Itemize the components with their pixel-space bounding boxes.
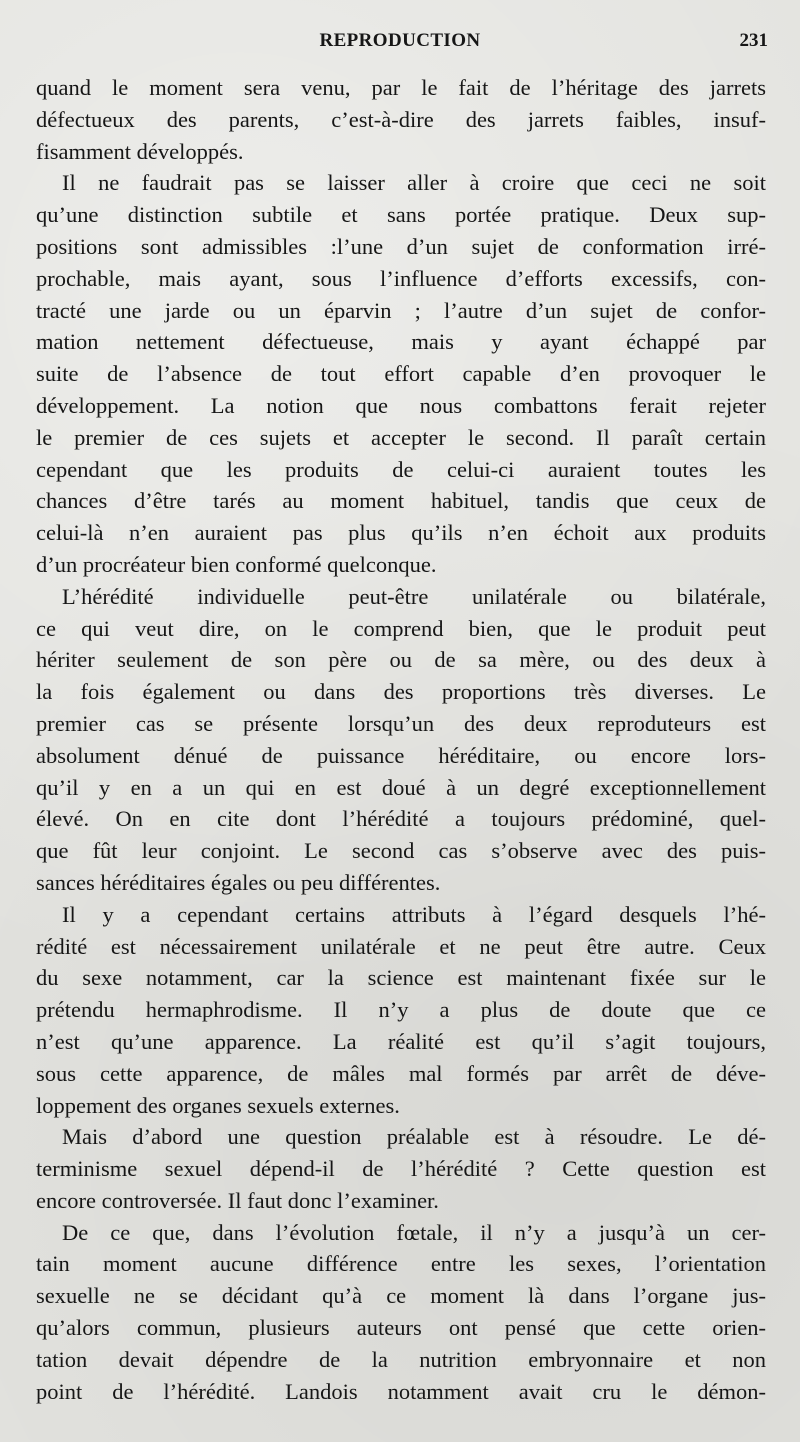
text-line [36,581,766,613]
text-line [36,72,766,104]
text-line [36,994,766,1026]
text-line-content: Mais d’abord une question préalable est à résoudre. Le dé- [62,1124,766,1150]
text-line-content: sances héréditaires égales ou peu différentes. [36,869,441,895]
text-line [36,1312,766,1344]
text-line-content: ce qui veut dire, on le comprend bien, que le produit peut [36,615,766,641]
text-line [36,931,766,963]
text-line [36,1185,766,1217]
text-line [36,1248,766,1280]
text-line-content: fisamment développés. [36,138,244,164]
text-line [36,708,766,740]
text-line [36,390,766,422]
text-line [36,549,766,581]
text-line-content: Il y a cependant certains attributs à l’égard desquels l’hé- [62,901,766,927]
text-line-content: De ce que, dans l’évolution fœtale, il n’y a jusqu’à un cer- [62,1219,766,1245]
text-line [36,1153,766,1185]
text-line [36,358,766,390]
text-line [36,1280,766,1312]
text-line-content: positions sont admissibles :l’une d’un sujet de conformation irré- [36,233,766,259]
text-line-content: quand le moment sera venu, par le fait de l’héritage des jarrets [36,75,766,100]
text-line-content: que fût leur conjoint. Le second cas s’observe avec des puis- [36,838,766,864]
text-line-content: qu’il y en a un qui en est doué à un degré exceptionnellement [36,774,766,800]
text-line [36,167,766,199]
text-line [36,199,766,231]
text-line [36,835,766,867]
page-number: 231 [739,30,768,51]
text-line-content: loppement des organes sexuels externes. [36,1092,400,1118]
text-line [36,644,766,676]
text-line-content: le premier de ces sujets et accepter le second. Il paraît certain [36,424,766,450]
text-line [36,485,766,517]
text-line-content: chances d’être tarés au moment habituel, tandis que ceux de [36,488,766,514]
body-text [36,72,766,1407]
text-line [36,1090,766,1122]
text-line [36,1026,766,1058]
text-line-content: absolument dénué de puissance héréditaire, ou encore lors- [36,742,766,768]
text-line [36,454,766,486]
text-line-content: sous cette apparence, de mâles mal formés par arrêt de déve- [36,1060,766,1086]
text-line-content: qu’alors commun, plusieurs auteurs ont pensé que cette orien- [36,1315,766,1341]
text-line-content: mation nettement défectueuse, mais y ayant échappé par [36,329,766,355]
text-line-content: tain moment aucune différence entre les sexes, l’orientation [36,1251,766,1277]
text-line [36,1344,766,1376]
text-line [36,263,766,295]
text-line-content: Il ne faudrait pas se laisser aller à croire que ceci ne soit [62,170,766,196]
text-line-content: terminisme sexuel dépend-il de l’hérédité ? Cette question est [36,1156,766,1182]
text-line-content: prochable, mais ayant, sous l’influence d’efforts excessifs, con- [36,265,766,291]
text-line-content: qu’une distinction subtile et sans portée pratique. Deux sup- [36,202,766,228]
text-line [36,295,766,327]
text-line [36,326,766,358]
text-line-content: prétendu hermaphrodisme. Il n’y a plus de doute que ce [36,997,766,1023]
text-line [36,1376,766,1408]
text-line-content: défectueux des parents, c’est-à-dire des jarrets faibles, insuf- [36,106,766,132]
text-line-content: point de l’hérédité. Landois notamment avait cru le démon- [36,1378,766,1404]
text-line-content: sexuelle ne se décidant qu’à ce moment là dans l’organe jus- [36,1283,766,1309]
text-line-content: du sexe notamment, car la science est maintenant fixée sur le [36,965,766,991]
text-line [36,899,766,931]
text-line-content: encore controversée. Il faut donc l’examiner. [36,1187,439,1213]
text-line [36,772,766,804]
text-line-content: tation devait dépendre de la nutrition embryonnaire et non [36,1346,766,1372]
running-title: REPRODUCTION [319,30,481,51]
text-line [36,676,766,708]
text-line-content: développement. La notion que nous combattons ferait rejeter [36,392,766,418]
text-line [36,136,766,168]
text-line-content: la fois également ou dans des proportions très diverses. Le [36,679,766,705]
text-line-content: élevé. On en cite dont l’hérédité a toujours prédominé, quel- [36,806,766,832]
text-line-content: suite de l’absence de tout effort capable d’en provoquer le [36,361,766,387]
text-line-content: premier cas se présente lorsqu’un des deux reproduteurs est [36,710,766,736]
text-line [36,1217,766,1249]
text-line [36,104,766,136]
text-line-content: hériter seulement de son père ou de sa mère, ou des deux à [36,647,766,673]
text-line-content: celui-là n’en auraient pas plus qu’ils n’en échoit aux produits [36,520,766,546]
text-line [36,613,766,645]
text-line [36,962,766,994]
page-header [0,30,800,60]
text-line [36,867,766,899]
text-line-content: rédité est nécessairement unilatérale et ne peut être autre. Ceux [36,933,766,959]
text-line-content: tracté une jarde ou un éparvin ; l’autre d’un sujet de confor- [36,297,766,323]
text-line-content: cependant que les produits de celui-ci auraient toutes les [36,456,766,482]
text-line [36,1058,766,1090]
text-line [36,517,766,549]
text-line [36,740,766,772]
text-line [36,803,766,835]
text-line-content: n’est qu’une apparence. La réalité est qu’il s’agit toujours, [36,1028,766,1054]
text-line [36,1121,766,1153]
text-line-content: L’hérédité individuelle peut-être unilatérale ou bilatérale, [62,583,766,609]
text-line [36,422,766,454]
text-line-content: d’un procréateur bien conformé quelconque. [36,551,437,577]
text-line [36,231,766,263]
